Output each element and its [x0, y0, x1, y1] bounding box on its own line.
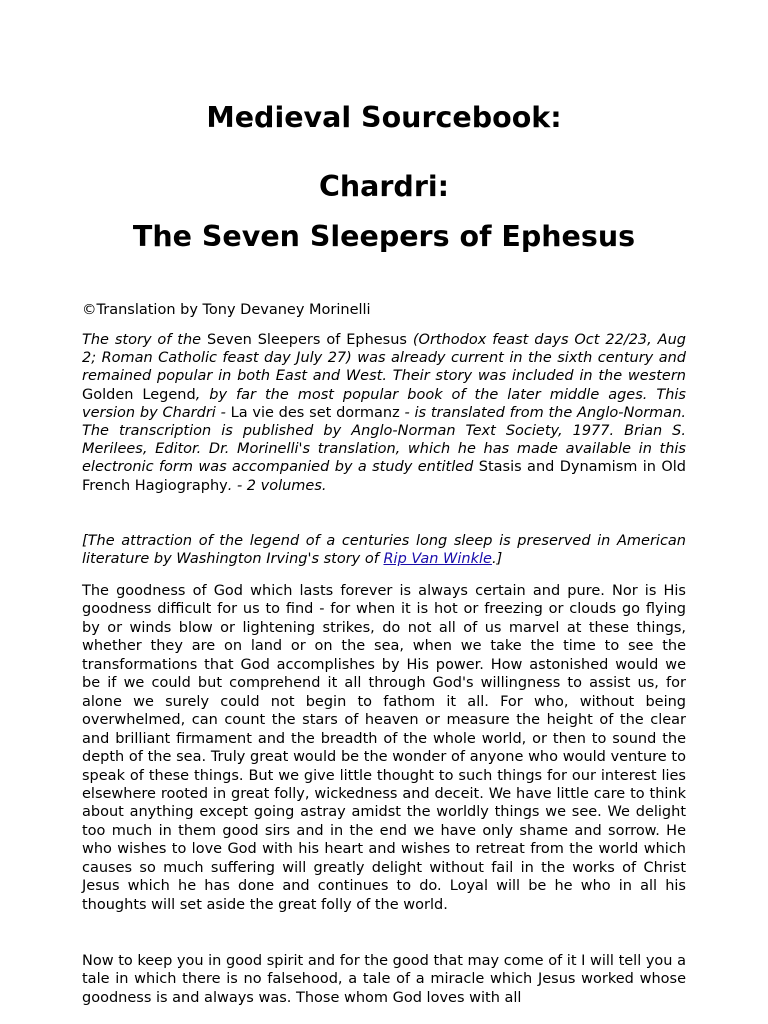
note-text-before: [The attraction of the legend of a centuries long sleep is preserved in American literature by Washington Irving's story of	[82, 533, 686, 568]
rip-van-winkle-link[interactable]: Rip Van Winkle	[383, 551, 492, 568]
paragraph-text-2: Now to keep you in good spirit and for the good that may come of it I will tell you a tale in which there is no falsehood, a tale of a miracle which Jesus worked whose goodness is and always was. Those whom God loves with all	[82, 953, 686, 1006]
body-paragraph-2	[82, 952, 686, 1007]
intro-text-7: - is translated from the Anglo-Norman. The transcription is published by Anglo-Norman Text Society, 1977. Brian S. Merilees, Editor. Dr. Morinelli's translation, which he has made available in this electronic form was accompanied by a study entitled	[82, 404, 686, 476]
intro-text-5: , by far the most popular book of the later middle ages. This version by Chardri -	[82, 386, 686, 421]
intro-text-9: . - 2 volumes.	[227, 477, 327, 494]
editor-note	[82, 532, 686, 568]
intro-text-2: Seven Sleepers of Ephesus	[207, 332, 407, 348]
note-text-after: .]	[491, 551, 503, 568]
author-heading: Chardri:	[318, 170, 450, 203]
paragraph-text-1: The goodness of God which lasts forever is always certain and pure. Nor is His goodness difficult for us to find - for when it is hot or freezing or clouds go flying by or winds blow or lightening strikes, do not all of us marvel at these things, whether they are on land or on the sea, when we take the time to see the transformations that God accomplishes by His power. How astonished would we be if we could but comprehend it all through God's willingness to assist us, for alone we surely could not begin to fathom it all. For who, without being overwhelmed, can count the stars of heaven or measure the height of the clear and brilliant firmament and the breadth of the whole world, or then to sound the depth of the sea. Truly great would be the wonder of anyone who would venture to speak of these things. But we give little thought to such things for our interest lies elsewhere rooted in great folly, wickedness and deceit. We have little care to think about anything except going astray amidst the worldly things we see. We delight too much in them good sirs and in the end we have only shame and sorrow. He who wishes to love God with his heart and wishes to retreat from the world which causes so much suffering will greatly delight without fail in the works of Christ Jesus which he has done and continues to do. Loyal will be he who in all his thoughts will set aside the great folly of the world.	[82, 583, 686, 913]
intro-text-4: Golden Legend	[82, 386, 196, 403]
intro-text-6: La vie des set dormanz	[230, 404, 400, 421]
intro-text-8: Stasis and Dynamism in Old French Hagiography	[82, 459, 686, 494]
translation-credit	[82, 301, 686, 319]
intro-paragraph	[82, 331, 686, 495]
intro-text-3: (Orthodox feast days Oct 22/23, Aug 2; Roman Catholic feast day July 27) was already current in the sixth century and remained popular in both East and West. Their story was included in the western	[82, 332, 686, 385]
work-title: The Seven Sleepers of Ephesus	[132, 220, 636, 253]
intro-text-1: The story of the	[82, 332, 207, 348]
body-paragraph-1	[82, 582, 686, 914]
page-title: Medieval Sourcebook:	[206, 101, 562, 134]
credit-text: ©Translation by Tony Devaney Morinelli	[82, 302, 371, 318]
